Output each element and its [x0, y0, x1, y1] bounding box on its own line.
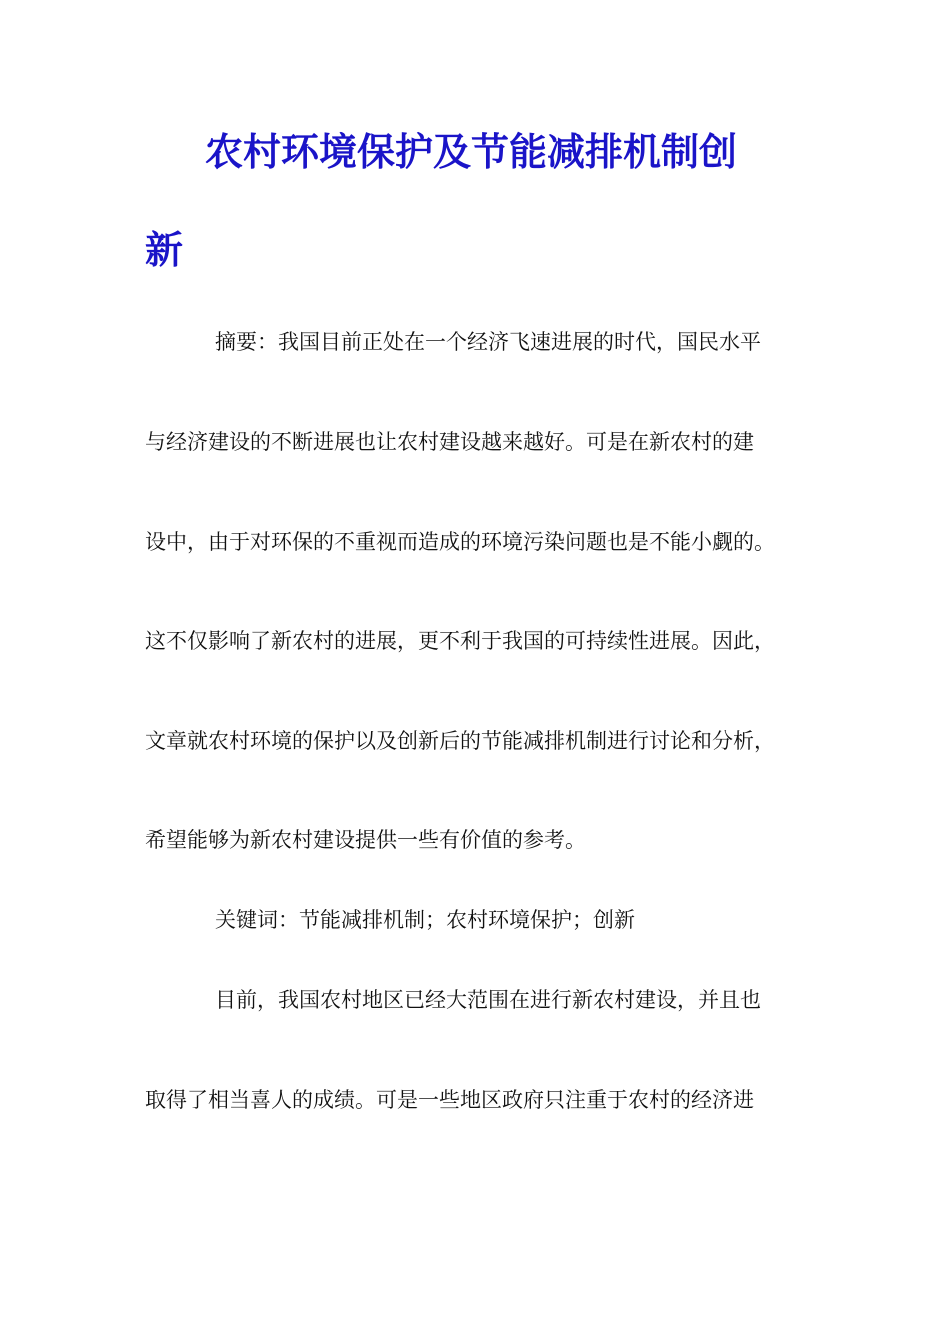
- keywords-line: 关键词：节能减排机制；农村环境保护；创新: [215, 908, 635, 932]
- abstract-line-2: 与经济建设的不断进展也让农村建设越来越好。可是在新农村的建: [145, 430, 754, 454]
- abstract-line-6: 希望能够为新农村建设提供一些有价值的参考。: [145, 828, 586, 852]
- abstract-line-3: 设中，由于对环保的不重视而造成的环境污染问题也是不能小觑的。: [145, 530, 775, 554]
- body-line-1: 目前，我国农村地区已经大范围在进行新农村建设，并且也: [215, 988, 761, 1012]
- document-title-line-1: 农村环境保护及节能减排机制创: [205, 129, 738, 174]
- abstract-line-1: 摘要：我国目前正处在一个经济飞速进展的时代，国民水平: [215, 330, 761, 354]
- document-title-line-2: 新: [145, 227, 184, 272]
- body-line-2: 取得了相当喜人的成绩。可是一些地区政府只注重于农村的经济进: [145, 1088, 754, 1112]
- abstract-line-5: 文章就农村环境的保护以及创新后的节能减排机制进行讨论和分析，: [145, 729, 775, 753]
- abstract-line-4: 这不仅影响了新农村的进展，更不利于我国的可持续性进展。因此，: [145, 629, 775, 653]
